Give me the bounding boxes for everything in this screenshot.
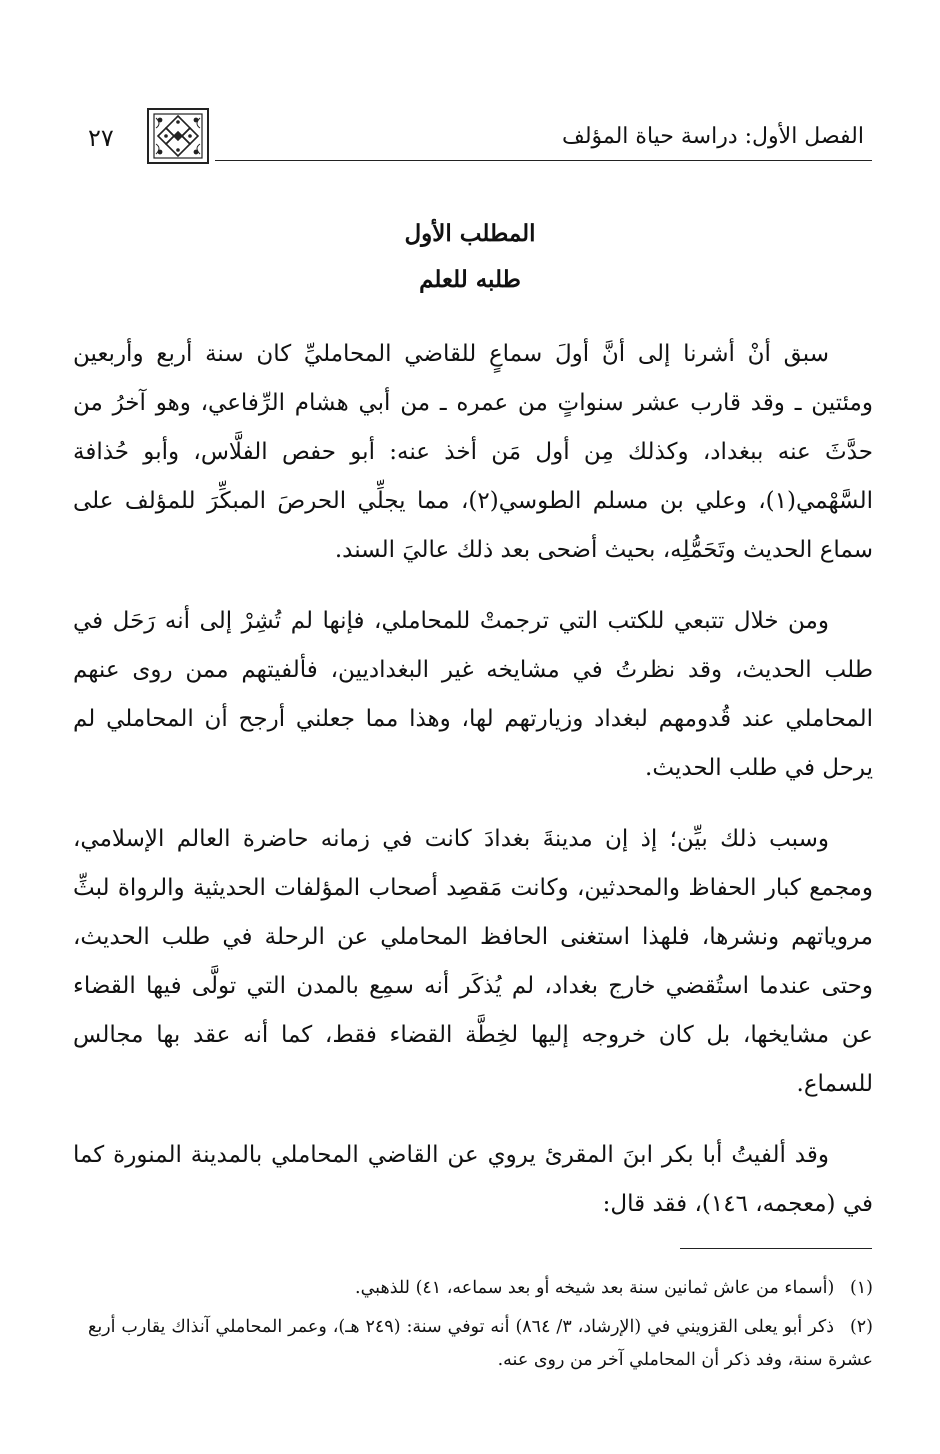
paragraph: وسبب ذلك بيِّن؛ إذ إن مدينةَ بغدادَ كانت في زمانه حاضرة العالم الإسلامي، ومجمع كبار الحفاظ والمحدثين، وكانت مَقصِد أصحاب المؤلفات الحديثية والرواة لبثِّ مروياتهم ونشرها، فلهذا استغنى الحافظ المحاملي عن الرحلة في طلب الحديث، وحتى عندما استُقضي خارج بغداد، لم يُذكَر أنه سمِع بالمدن التي تولَّى فيها القضاء عن مشايخها، بل كان خروجه إليها لخِطَّة القضاء فقط، كما أنه عقد بها مجالس للسماع. <box>73 826 873 1097</box>
body-text <box>73 330 873 1229</box>
paragraph: ومن خلال تتبعي للكتب التي ترجمتْ للمحاملي، فإنها لم تُشِرْ إلى أنه رَحَل في طلب الحديث، وقد نظرتُ في مشايخه غير البغداديين، فألفيتهم ممن روى عنهم المحاملي عند قُدومهم لبغداد وزيارتهم لها، وهذا مما جعلني أرجح أن المحاملي لم يرحل في طلب الحديث. <box>73 608 873 781</box>
footnote-marker: (٢) <box>849 1317 873 1337</box>
footnote-text: ذكر أبو يعلى القزويني في (الإرشاد، ٣/ ٨٦٤) أنه توفي سنة: (٢٤٩ هـ)، وعمر المحاملي آنذاك يقارب أربع عشرة سنة، وفد ذكر أن المحاملي آخر من روى عنه. <box>88 1317 873 1370</box>
footnotes <box>88 1272 873 1383</box>
footnote-text: (أسماء من عاش ثمانين سنة بعد شيخه أو بعد سماعه، ٤١) للذهبي. <box>355 1278 835 1298</box>
arabesque-ornament-icon <box>146 108 210 164</box>
paragraph: سبق أنْ أشرنا إلى أنَّ أولَ سماعٍ للقاضي المحامليِّ كان سنة أربع وأربعين ومئتين ـ وقد قارب عشر سنواتٍ من عمره ـ من أبي هشام الرِّفاعي، وهو آخرُ من حدَّثَ عنه ببغداد، وكذلك مِن أول مَن أخذ عنه: أبو حفص الفلَّاس، وأبو حُذافة السَّهْمي(١)، وعلي بن مسلم الطوسي(٢)، مما يجلِّي الحرصَ المبكِّرَ للمؤلف على سماع الحديث وتَحَمُّلِه، بحيث أضحى بعد ذلك عاليَ السند. <box>73 341 873 563</box>
header-divider <box>215 160 872 161</box>
running-title: الفصل الأول: دراسة حياة المؤلف <box>562 124 864 149</box>
section-title: المطلب الأول <box>404 220 536 247</box>
footnote <box>88 1311 873 1377</box>
footnote-marker: (١) <box>849 1278 873 1298</box>
section-subtitle: طلبه للعلم <box>419 266 521 293</box>
paragraph: وقد ألفيتُ أبا بكر ابنَ المقرئ يروي عن القاضي المحاملي بالمدينة المنورة كما في (معجمه، ١٤٦)، فقد قال: <box>73 1142 873 1217</box>
footnote-divider <box>680 1248 872 1249</box>
page-number: ٢٧ <box>88 124 114 152</box>
footnote <box>88 1272 873 1305</box>
